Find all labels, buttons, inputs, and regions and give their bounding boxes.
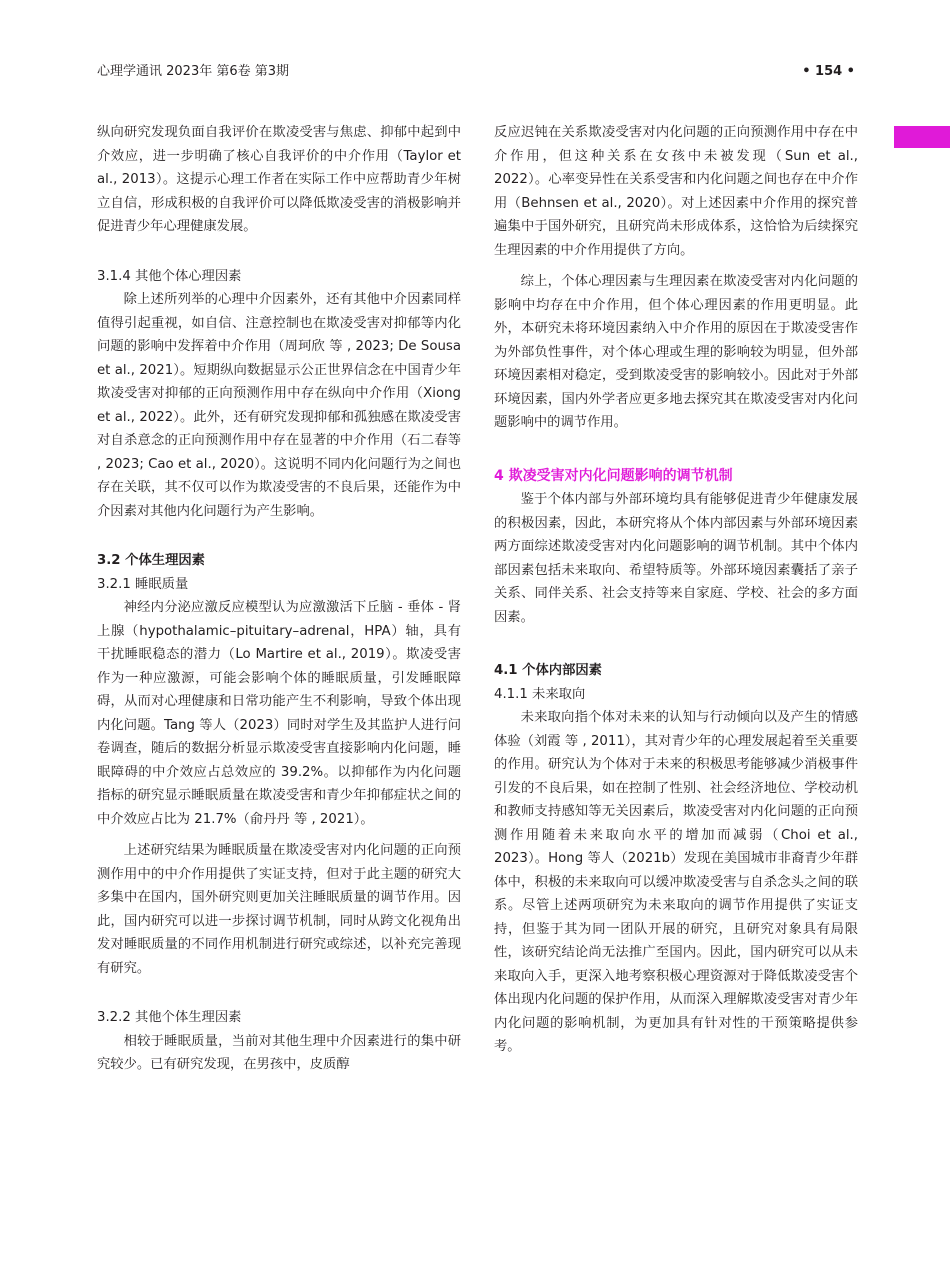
paragraph: 神经内分泌应激反应模型认为应激激活下丘脑 - 垂体 - 肾上腺（hypothalamic–pituitary–adrenal，HPA）轴，具有干扰睡眠稳态的潜力（Lo Martire et al., 2019）。欺凌受害作为一种应激源，可能会影响个体的睡眠质量，引发睡眠障碍，从而对心理健康和日常功能产生不利影响，导致个体出现内化问题。Tang 等人（2023）同时对学生及其监护人进行问卷调查，随后的数据分析显示欺凌受害直接影响内化问题，睡眠障碍的中介效应占总效应的 39.2%。以抑郁作为内化问题指标的研究显示睡眠质量在欺凌受害和青少年抑郁症状之间的中介效应占比为 21.7%（俞丹丹 等 , 2021）。 (97, 600, 461, 827)
section-heading: 4.1 个体内部因素 (494, 663, 602, 678)
paragraph: 相较于睡眠质量，当前对其他生理中介因素进行的集中研究较少。已有研究发现，在男孩中，皮质醇 (97, 1033, 461, 1072)
subsection-heading: 4.1.1 未来取向 (494, 686, 586, 702)
subsection-heading: 3.1.4 其他个体心理因素 (97, 268, 242, 284)
paragraph: 除上述所列举的心理中介因素外，还有其他中介因素同样值得引起重视，如自信、注意控制也在欺凌受害对抑郁等内化问题的影响中发挥着中介作用（周珂欣 等 , 2023; De Sousa et al., 2021）。短期纵向数据显示公正世界信念在中国青少年欺凌受害对抑郁的正向预测作用中存在纵向中介作用（Xiong et al., 2022）。此外，还有研究发现抑郁和孤独感在欺凌受害对自杀意念的正向预测作用中存在显著的中介作用（石二春等 , 2023; Cao et al., 2020）。这说明不同内化问题行为之间也存在关联，其不仅可以作为欺凌受害的不良后果，还能作为中介因素对其他内化问题行为产生影响。 (97, 292, 461, 519)
chapter-heading: 4 欺凌受害对内化问题影响的调节机制 (494, 467, 733, 484)
paragraph: 鉴于个体内部与外部环境均具有能够促进青少年健康发展的积极因素，因此，本研究将从个体内部因素与外部环境因素两方面综述欺凌受害对内化问题影响的调节机制。其中个体内部因素包括未来取向、希望特质等。外部环境因素囊括了亲子关系、同伴关系、社会支持等来自家庭、学校、社会的多方面因素。 (494, 492, 858, 625)
left-column (97, 121, 461, 1077)
page-number: • 154 • (802, 64, 855, 79)
journal-title: 心理学通讯 2023年 第6卷 第3期 (97, 64, 290, 79)
subsection-heading: 3.2.1 睡眠质量 (97, 576, 189, 592)
subsection-heading: 3.2.2 其他个体生理因素 (97, 1010, 242, 1025)
running-header (97, 62, 855, 82)
section-heading: 3.2 个体生理因素 (97, 553, 205, 568)
section-tab-marker (894, 126, 950, 148)
paragraph: 纵向研究发现负面自我评价在欺凌受害与焦虑、抑郁中起到中介效应，进一步明确了核心自我评价的中介作用（Taylor et al., 2013）。这提示心理工作者在实际工作中应帮助青少年树立自信，形成积极的自我评价可以降低欺凌受害的消极影响并促进青少年心理健康发展。 (97, 125, 461, 234)
paragraph: 上述研究结果为睡眠质量在欺凌受害对内化问题的正向预测作用中的中介作用提供了实证支持，但对于此主题的研究大多集中在国内，国外研究则更加关注睡眠质量的调节作用。因此，国内研究可以进一步探讨调节机制，同时从跨文化视角出发对睡眠质量的不同作用机制进行研究或综述，以补充完善现有研究。 (97, 843, 461, 976)
right-column (494, 121, 858, 1059)
paragraph: 未来取向指个体对未来的认知与行动倾向以及产生的情感体验（刘霞 等 , 2011），其对青少年的心理发展起着至关重要的作用。研究认为个体对于未来的积极思考能够减少消极事件引发的不良后果，如在控制了性别、社会经济地位、学校动机和教师支持感知等无关因素后，欺凌受害对内化问题的正向预测作用随着未来取向水平的增加而减弱（Choi et al., 2023）。Hong 等人（2021b）发现在美国城市非裔青少年群体中，积极的未来取向可以缓冲欺凌受害与自杀念头之间的联系。尽管上述两项研究为未来取向的调节作用提供了实证支持，但鉴于其为同一团队开展的研究，且研究对象具有局限性，该研究结论尚无法推广至国内。因此，国内研究可以从未来取向入手，更深入地考察积极心理资源对于降低欺凌受害个体出现内化问题的保护作用，从而深入理解欺凌受害对青少年内化问题的影响机制，为更加具有针对性的干预策略提供参考。 (494, 710, 858, 1054)
paragraph: 综上，个体心理因素与生理因素在欺凌受害对内化问题的影响中均存在中介作用，但个体心理因素的作用更明显。此外，本研究未将环境因素纳入中介作用的原因在于欺凌受害作为外部负性事件，对个体心理或生理的影响较为明显，但外部环境因素相对稳定，受到欺凌受害的影响较小。因此对于外部环境因素，国内外学者应更多地去探究其在欺凌受害对内化问题影响中的调节作用。 (494, 274, 858, 430)
paragraph: 反应迟钝在关系欺凌受害对内化问题的正向预测作用中存在中介作用，但这种关系在女孩中未被发现（Sun et al., 2022）。心率变异性在关系受害和内化问题之间也存在中介作用（Behnsen et al., 2020）。对上述因素中介作用的探究普遍集中于国外研究，且研究尚未形成体系，这恰恰为后续探究生理因素的中介作用提供了方向。 (494, 125, 858, 258)
